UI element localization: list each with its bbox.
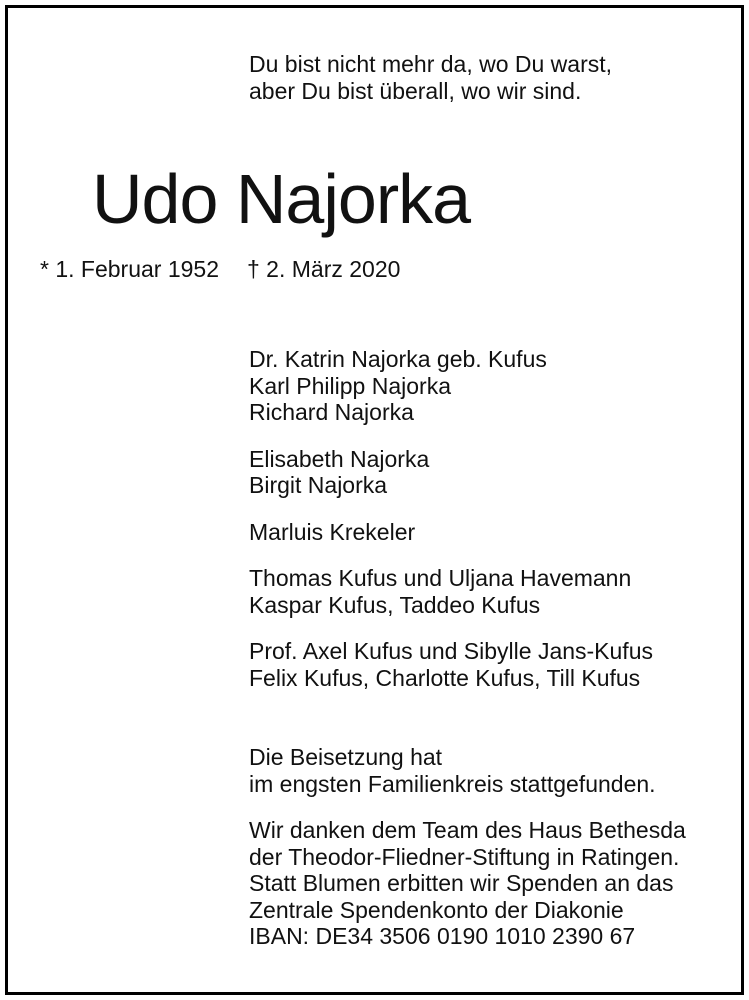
mourner-group	[249, 346, 729, 426]
mourner-name: Kaspar Kufus, Taddeo Kufus	[249, 591, 541, 618]
mourner-name: Richard Najorka	[249, 399, 414, 425]
iban-line: IBAN: DE34 3506 0190 1010 2390 67	[249, 923, 636, 949]
mourner-name: Karl Philipp Najorka	[249, 372, 451, 399]
mourner-name: Prof. Axel Kufus und Sibylle Jans-Kufus	[249, 638, 653, 664]
motto-line: aber Du bist überall, wo wir sind.	[249, 78, 582, 104]
notice-line: im engsten Familienkreis stattgefunden.	[249, 770, 656, 797]
motto-line: Du bist nicht mehr da, wo Du warst,	[249, 51, 613, 77]
deceased-name: Udo Najorka	[92, 160, 471, 238]
thanks-and-donation-note	[249, 817, 729, 950]
death-date: † 2. März 2020	[247, 256, 401, 282]
funeral-notice	[249, 744, 729, 970]
mourner-name: Elisabeth Najorka	[249, 445, 430, 472]
mourner-group	[249, 446, 729, 499]
notice-line: Statt Blumen erbitten wir Spenden an das	[249, 870, 674, 896]
burial-note	[249, 744, 729, 797]
notice-line: Die Beisetzung hat	[249, 744, 443, 770]
notice-line: Wir danken dem Team des Haus Bethesda	[249, 817, 686, 843]
mourner-name: Birgit Najorka	[249, 472, 388, 498]
mourner-name: Thomas Kufus und Uljana Havemann	[249, 565, 632, 591]
mourner-group	[249, 565, 729, 618]
birth-date: * 1. Februar 1952	[40, 256, 220, 282]
mourner-name: Marluis Krekeler	[249, 518, 416, 545]
notice-line: Zentrale Spendenkonto der Diakonie	[249, 896, 624, 923]
mourners-list	[249, 346, 729, 711]
mourner-name: Felix Kufus, Charlotte Kufus, Till Kufus	[249, 664, 641, 691]
mourner-group	[249, 638, 729, 691]
motto-quote	[249, 51, 719, 105]
notice-line: der Theodor-Fliedner-Stiftung in Ratingen.	[249, 843, 680, 870]
mourner-group	[249, 519, 729, 546]
mourner-name: Dr. Katrin Najorka geb. Kufus	[249, 346, 547, 372]
